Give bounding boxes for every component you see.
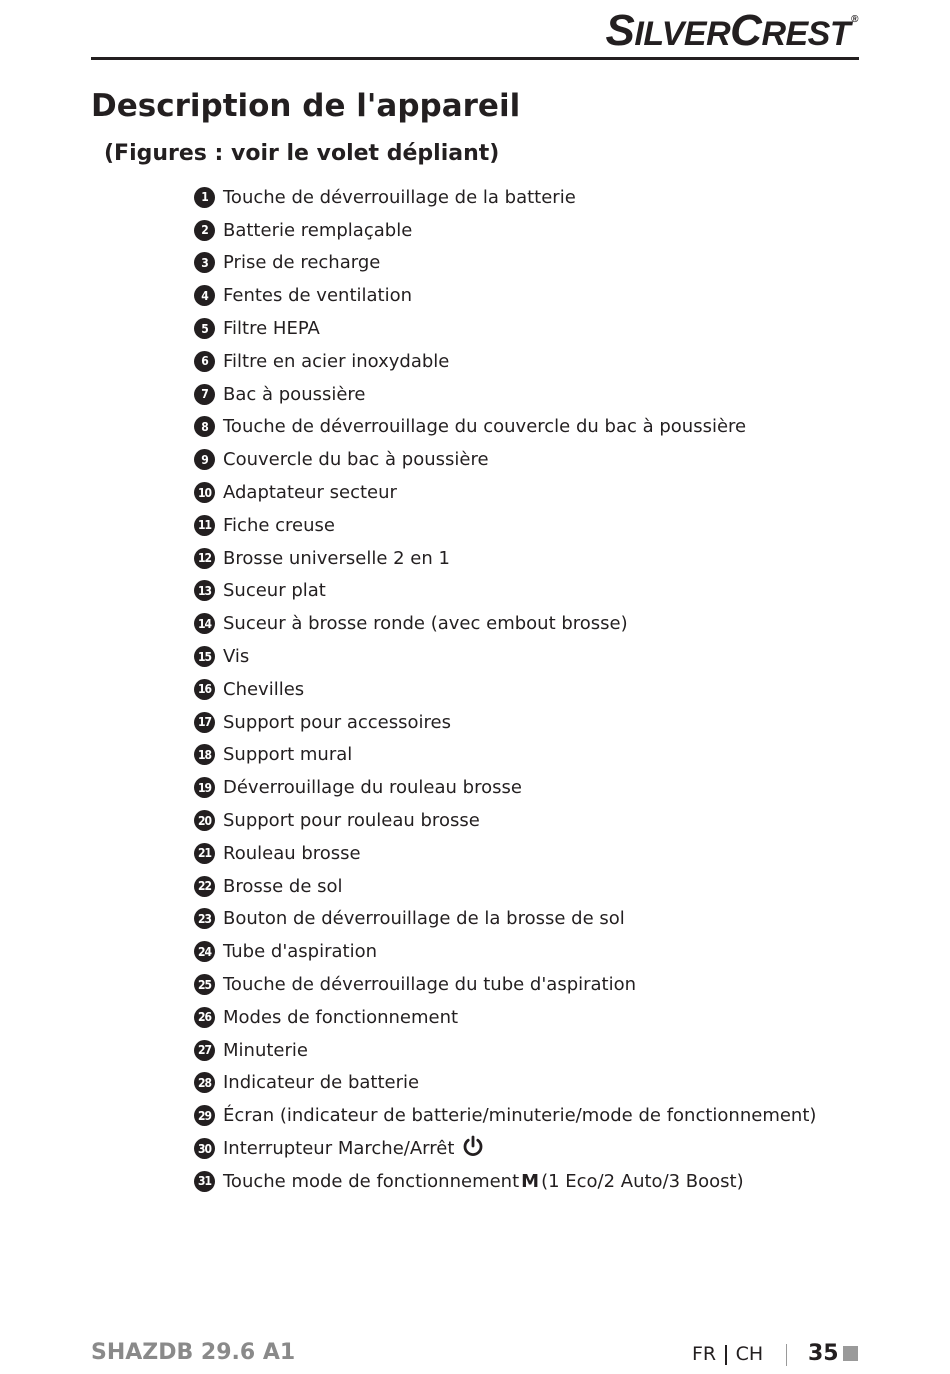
part-label: Touche de déverrouillage de la batterie: [223, 186, 576, 208]
part-number-badge: 23: [194, 908, 215, 929]
list-item: [194, 181, 816, 214]
header-rule: [91, 57, 859, 60]
footer-lang-ch: CH: [735, 1343, 764, 1365]
page-subtitle: (Figures : voir le volet dépliant): [104, 141, 500, 166]
part-number-badge: 26: [194, 1007, 215, 1028]
list-item: [194, 804, 816, 837]
part-label: Brosse de sol: [223, 875, 343, 897]
part-label: Touche mode de fonctionnement: [223, 1170, 520, 1192]
list-item: [194, 739, 816, 772]
list-item: [194, 771, 816, 804]
part-label: Prise de recharge: [223, 252, 381, 274]
part-label: Filtre en acier inoxydable: [223, 350, 450, 372]
list-item: [194, 443, 816, 476]
list-item: [194, 1001, 816, 1034]
part-number-badge: 20: [194, 810, 215, 831]
list-item: [194, 378, 816, 411]
list-item: [194, 247, 816, 280]
brand-letter-s: S: [605, 6, 635, 55]
part-number-badge: 27: [194, 1040, 215, 1061]
list-item: [194, 575, 816, 608]
part-number-badge: 3: [194, 252, 215, 273]
part-label: Support pour accessoires: [223, 711, 451, 733]
part-label: Suceur plat: [223, 580, 326, 602]
page-number: 35: [808, 1341, 839, 1366]
part-number-badge: 14: [194, 613, 215, 634]
footer-divider: [786, 1344, 787, 1366]
list-item: [194, 607, 816, 640]
part-label: Interrupteur Marche/Arrêt: [223, 1138, 455, 1159]
part-label: Couvercle du bac à poussière: [223, 449, 489, 471]
list-item: [194, 706, 816, 739]
part-number-badge: 28: [194, 1072, 215, 1093]
parts-list: [194, 181, 816, 1198]
part-number-badge: 29: [194, 1105, 215, 1126]
part-number-badge: 2: [194, 220, 215, 241]
part-label: Chevilles: [223, 678, 305, 700]
part-number-badge: 10: [194, 482, 215, 503]
list-item: [194, 476, 816, 509]
footer-lang-separator: [725, 1345, 727, 1365]
part-label: Bac à poussière: [223, 383, 366, 405]
list-item: [194, 411, 816, 444]
part-number-badge: 25: [194, 974, 215, 995]
list-item: [194, 1067, 816, 1100]
part-label-suffix: (1 Eco/2 Auto/3 Boost): [541, 1170, 744, 1192]
list-item: [194, 673, 816, 706]
brand-letter-c: C: [730, 6, 762, 55]
part-number-badge: 18: [194, 744, 215, 765]
list-item: [194, 279, 816, 312]
part-number-badge: 13: [194, 580, 215, 601]
list-item: [194, 1099, 816, 1132]
list-item: [194, 1165, 816, 1198]
brand-text-rest: REST: [761, 15, 851, 53]
part-label: Touche de déverrouillage du tube d'aspiration: [223, 974, 637, 996]
part-label: Vis: [223, 646, 250, 668]
list-item: [194, 1132, 816, 1165]
part-number-badge: 8: [194, 416, 215, 437]
part-number-badge: 6: [194, 351, 215, 372]
registered-mark: ®: [851, 14, 858, 25]
part-label: Support pour rouleau brosse: [223, 810, 480, 832]
page-title: Description de l'appareil: [91, 88, 521, 124]
list-item: [194, 903, 816, 936]
list-item: [194, 640, 816, 673]
footer-model: SHAZDB 29.6 A1: [91, 1340, 296, 1365]
list-item: [194, 345, 816, 378]
part-label: Brosse universelle 2 en 1: [223, 547, 450, 569]
part-label: Adaptateur secteur: [223, 482, 397, 504]
part-label: Écran (indicateur de batterie/minuterie/mode de fonctionnement): [223, 1105, 817, 1127]
part-number-badge: 17: [194, 712, 215, 733]
footer-square-icon: [843, 1346, 858, 1361]
part-number-badge: 24: [194, 941, 215, 962]
part-label: Batterie remplaçable: [223, 219, 413, 241]
part-number-badge: 11: [194, 515, 215, 536]
part-label: Tube d'aspiration: [223, 941, 378, 963]
part-label: Bouton de déverrouillage de la brosse de sol: [223, 908, 625, 930]
part-label: Rouleau brosse: [223, 842, 361, 864]
part-label: Fiche creuse: [223, 514, 335, 536]
list-item: [194, 935, 816, 968]
part-label: Indicateur de batterie: [223, 1072, 420, 1094]
part-label: Suceur à brosse ronde (avec embout brosse): [223, 613, 628, 635]
part-label: Touche de déverrouillage du couvercle du bac à poussière: [223, 416, 747, 438]
list-item: [194, 542, 816, 575]
part-label: Minuterie: [223, 1039, 308, 1061]
part-number-badge: 12: [194, 548, 215, 569]
power-icon: [462, 1135, 484, 1162]
mode-key-mark: M: [521, 1170, 540, 1192]
part-label: Modes de fonctionnement: [223, 1006, 459, 1028]
part-number-badge: 19: [194, 777, 215, 798]
part-label: Filtre HEPA: [223, 318, 320, 340]
list-item: [194, 968, 816, 1001]
part-number-badge: 7: [194, 384, 215, 405]
brand-text-ilver: ILVER: [634, 15, 731, 53]
part-number-badge: 1: [194, 187, 215, 208]
part-label: Fentes de ventilation: [223, 285, 413, 307]
list-item: [194, 214, 816, 247]
part-number-badge: 31: [194, 1171, 215, 1192]
part-number-badge: 9: [194, 449, 215, 470]
footer-lang-fr: FR: [692, 1343, 717, 1365]
part-number-badge: 4: [194, 285, 215, 306]
list-item: [194, 870, 816, 903]
part-label: Déverrouillage du rouleau brosse: [223, 777, 522, 799]
part-number-badge: 30: [194, 1138, 215, 1159]
list-item: [194, 509, 816, 542]
footer-languages: [692, 1343, 763, 1365]
part-number-badge: 5: [194, 318, 215, 339]
list-item: [194, 1034, 816, 1067]
part-number-badge: 22: [194, 876, 215, 897]
part-number-badge: 15: [194, 646, 215, 667]
part-number-badge: 21: [194, 843, 215, 864]
list-item: [194, 312, 816, 345]
part-number-badge: 16: [194, 679, 215, 700]
brand-logo: [606, 6, 858, 56]
part-label: Support mural: [223, 744, 353, 766]
list-item: [194, 837, 816, 870]
